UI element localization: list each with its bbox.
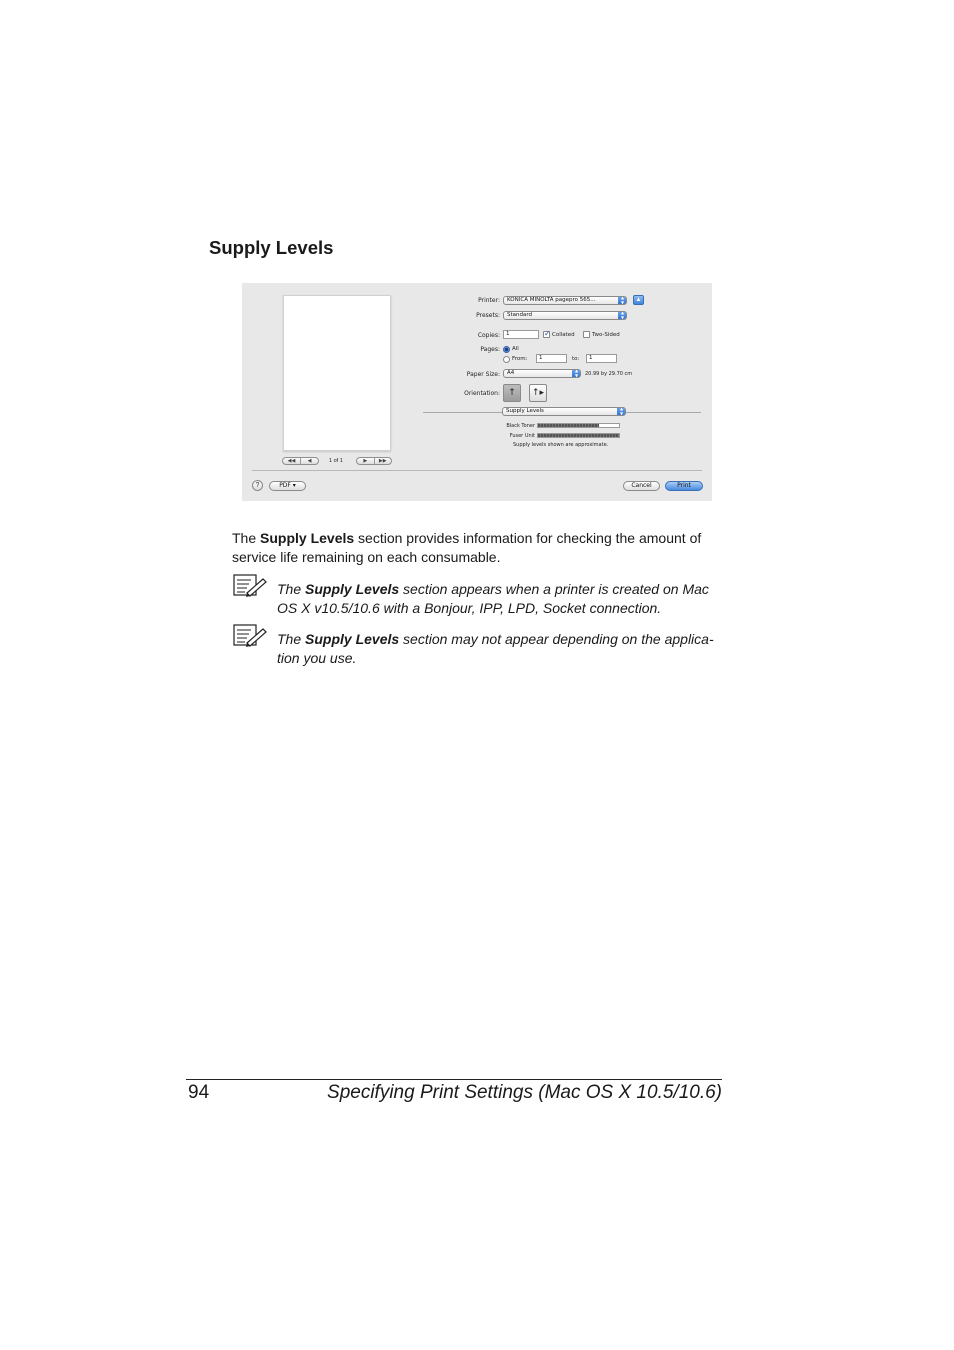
note-2-pre: The xyxy=(277,631,306,647)
collapse-details-button[interactable]: ▲ xyxy=(633,295,644,305)
body-paragraph xyxy=(232,529,732,566)
paper-dimensions: 20.99 by 29.70 cm xyxy=(585,371,633,377)
paper-size-label: Paper Size: xyxy=(466,371,500,378)
separator-right xyxy=(626,412,701,413)
note-1-bold: Supply Levels xyxy=(305,581,400,597)
para-pre: The xyxy=(232,530,261,546)
supply-label-fuser-unit: Fuser Unit xyxy=(509,433,535,439)
note-1 xyxy=(277,580,732,617)
supply-bar-fuser-unit xyxy=(537,433,620,438)
prev-page-button[interactable]: ◀ xyxy=(307,458,312,464)
supply-bar-black-toner xyxy=(537,423,620,428)
supply-fill-black-toner xyxy=(538,424,599,427)
pages-from-radio[interactable] xyxy=(503,356,510,363)
popup-arrows-icon: ▲ ▼ xyxy=(618,296,627,305)
panel-select[interactable] xyxy=(502,407,626,416)
para-bold: Supply Levels xyxy=(260,530,355,546)
print-dialog xyxy=(242,283,712,501)
copies-label: Copies: xyxy=(477,332,500,339)
pages-all-label: All xyxy=(512,346,519,352)
pages-from-label: From: xyxy=(512,356,528,362)
orientation-label: Orientation: xyxy=(464,390,500,397)
printer-label: Printer: xyxy=(478,297,500,304)
footer-title: Specifying Print Settings (Mac OS X 10.5/10.6) xyxy=(327,1082,722,1103)
note-2-bold: Supply Levels xyxy=(305,631,400,647)
preview-page-count: 1 of 1 xyxy=(329,458,343,464)
print-preview-page xyxy=(283,295,391,451)
note-pencil-icon xyxy=(233,623,267,647)
pages-from-field[interactable]: 1 xyxy=(536,354,567,363)
pdf-button[interactable]: PDF ▾ xyxy=(269,481,306,491)
print-button[interactable]: Print xyxy=(665,481,703,491)
separator-left xyxy=(423,412,502,413)
two-sided-checkbox[interactable] xyxy=(583,331,590,338)
landscape-orientation-button[interactable]: ↑▸ xyxy=(529,384,547,402)
pages-all-radio[interactable] xyxy=(503,346,510,353)
footer-rule xyxy=(186,1079,722,1080)
pages-label: Pages: xyxy=(480,346,500,353)
section-heading: Supply Levels xyxy=(209,237,334,258)
preview-next-buttons[interactable] xyxy=(356,457,392,465)
supply-label-black-toner: Black Toner xyxy=(506,423,535,429)
two-sided-label: Two-Sided xyxy=(592,332,620,338)
note-1-pre: The xyxy=(277,581,306,597)
supplies-note: Supply levels shown are approximate. xyxy=(513,442,609,448)
para-post: section provides information for checking the amount of service life remaining on each consumable. xyxy=(232,530,702,565)
paper-size-select[interactable] xyxy=(503,369,581,378)
pages-to-field[interactable]: 1 xyxy=(586,354,617,363)
presets-label: Presets: xyxy=(476,312,500,319)
portrait-orientation-button[interactable]: ↑ xyxy=(503,384,521,402)
popup-arrows-icon: ▲ ▼ xyxy=(572,369,581,378)
popup-arrows-icon: ▲ ▼ xyxy=(618,311,627,320)
presets-select[interactable] xyxy=(503,311,627,320)
page-number: 94 xyxy=(188,1082,210,1103)
panel-select-value: Supply Levels xyxy=(506,408,544,414)
bottom-separator xyxy=(252,470,702,471)
copies-field[interactable]: 1 xyxy=(503,330,539,339)
paper-size-value: A4 xyxy=(507,370,515,376)
last-page-button[interactable]: ▶▶ xyxy=(378,458,387,464)
preview-prev-buttons[interactable] xyxy=(282,457,319,465)
popup-arrows-icon: ▲ ▼ xyxy=(617,407,626,416)
note-2-post: section may not appear depending on the applica-tion you use. xyxy=(277,631,714,666)
note-2 xyxy=(277,630,732,667)
collated-label: Collated xyxy=(552,332,575,338)
presets-value: Standard xyxy=(507,312,533,318)
printer-select[interactable] xyxy=(503,296,627,305)
next-page-button[interactable]: ▶ xyxy=(357,458,375,464)
collated-checkbox[interactable] xyxy=(543,331,550,338)
printer-value: KONICA MINOLTA pagepro 565... xyxy=(507,297,596,303)
help-button[interactable]: ? xyxy=(252,480,263,491)
note-1-post: section appears when a printer is created on Mac OS X v10.5/10.6 with a Bonjour, IPP, LPD, Socket connection. xyxy=(277,581,709,616)
note-pencil-icon xyxy=(233,573,267,597)
first-page-button[interactable]: ◀◀ xyxy=(283,458,301,464)
supply-fill-fuser-unit xyxy=(538,434,619,437)
cancel-button[interactable]: Cancel xyxy=(623,481,660,491)
pages-to-label: to: xyxy=(572,356,580,362)
